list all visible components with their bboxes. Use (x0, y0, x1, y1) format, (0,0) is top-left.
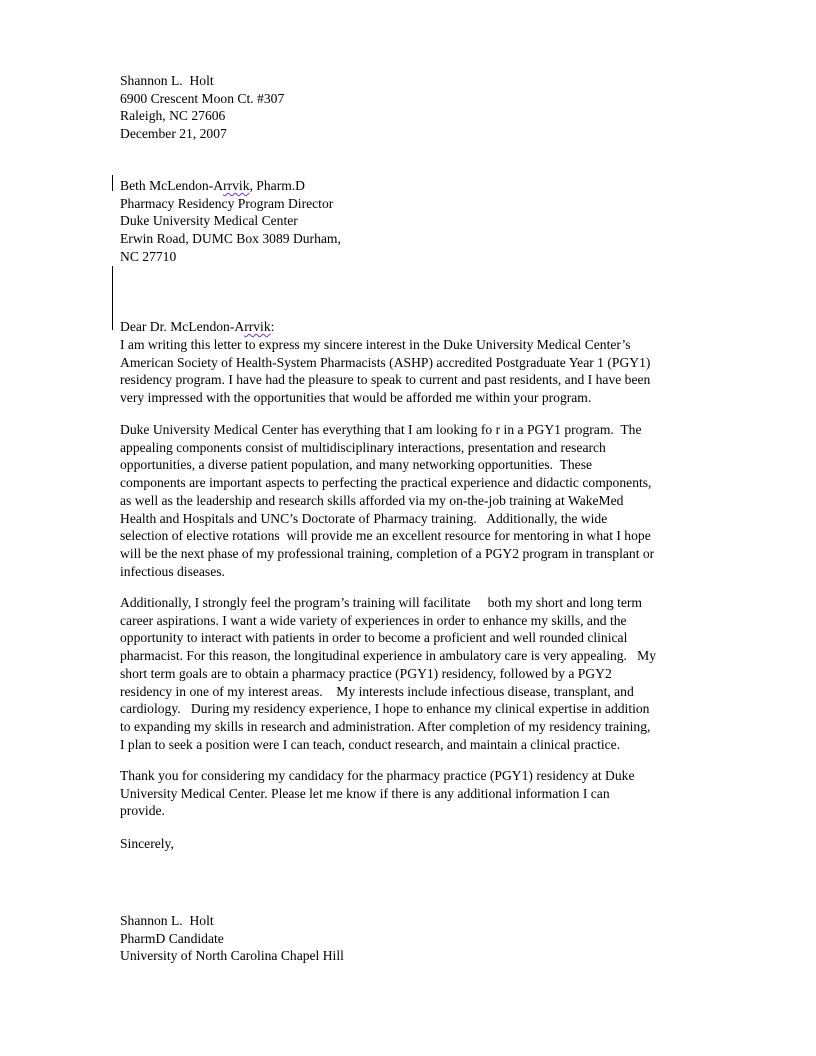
closing (120, 835, 710, 853)
paragraph-line: selection of elective rotations will provide me an excellent resource for mentoring in what I hope (120, 528, 651, 544)
sender-name: Shannon L. Holt (120, 73, 214, 88)
paragraph-line: to expanding my skills in research and administration. After completion of my residency training, (120, 718, 651, 734)
change-bar (112, 175, 113, 191)
paragraph-line: very impressed with the opportunities that would be afforded me within your program. (120, 390, 592, 406)
paragraph-line: cardiology. During my residency experience, I hope to enhance my clinical expertise in addition (120, 701, 650, 717)
paragraph-line: career aspirations. I want a wide variety of experiences in order to enhance my skills, and the (120, 612, 627, 628)
paragraph-line: Health and Hospitals and UNC’s Doctorate of Pharmacy training. Additionally, the wide (120, 510, 608, 526)
recipient-name: Beth McLendon-Arrvik, Pharm.D (120, 178, 306, 193)
letter-date: December 21, 2007 (120, 126, 227, 142)
signature-name: Shannon L. Holt (120, 913, 214, 928)
salutation: Dear Dr. McLendon-Arrvik: (120, 319, 275, 334)
spellcheck-flagged-word[interactable]: rrvik (244, 319, 271, 334)
closing-text: Sincerely, (120, 836, 174, 851)
paragraph-line: as well as the leadership and research skills afforded via my on-the-job training at WakeMed (120, 492, 624, 508)
body-paragraph-4 (120, 767, 710, 820)
sender-street: 6900 Crescent Moon Ct. #307 (120, 90, 285, 106)
sender-address-block (120, 72, 710, 143)
paragraph-line: residency in one of my interest areas. My interests include infectious disease, transplant, and (120, 683, 634, 699)
recipient-address-line-2: NC 27710 (120, 248, 177, 264)
paragraph-line: pharmacist. For this reason, the longitudinal experience in ambulatory care is very appealing. My (120, 648, 657, 664)
sender-city: Raleigh, NC 27606 (120, 108, 226, 124)
recipient-title: Pharmacy Residency Program Director (120, 195, 334, 211)
signature-block (120, 912, 710, 965)
recipient-address-block (120, 177, 710, 266)
paragraph-line: University Medical Center. Please let me know if there is any additional information I can (120, 785, 610, 801)
paragraph-line: residency program. I have had the pleasure to speak to current and past residents, and I have been (120, 372, 651, 388)
recipient-address-line-1: Erwin Road, DUMC Box 3089 Durham, (120, 231, 341, 247)
body-paragraph-3 (120, 594, 710, 753)
recipient-organization: Duke University Medical Center (120, 213, 298, 229)
signature-school: University of North Carolina Chapel Hill (120, 948, 344, 964)
body-paragraph-2 (120, 421, 710, 580)
paragraph-line: infectious diseases. (120, 563, 225, 579)
paragraph-line: provide. (120, 803, 165, 819)
paragraph-line: I plan to seek a position were I can teach, conduct research, and maintain a clinical practice. (120, 736, 621, 752)
paragraph-line: opportunity to interact with patients in order to become a proficient and well rounded clinical (120, 630, 628, 646)
signature-title: PharmD Candidate (120, 930, 224, 946)
paragraph-line: components are important aspects to perfecting the practical experience and didactic components, (120, 475, 652, 491)
paragraph-line: opportunities, a diverse patient population, and many networking opportunities. These (120, 457, 593, 473)
paragraph-line: Thank you for considering my candidacy for the pharmacy practice (PGY1) residency at Duke (120, 768, 635, 783)
paragraph-line: will be the next phase of my professional training, completion of a PGY2 program in transplant or (120, 545, 655, 561)
spellcheck-flagged-word[interactable]: rrvik (223, 178, 250, 193)
paragraph-line: I am writing this letter to express my sincere interest in the Duke University Medical Center’s (120, 337, 631, 352)
paragraph-line: Additionally, I strongly feel the program’s training will facilitate both my short and long term (120, 595, 642, 610)
paragraph-line: appealing components consist of multidisciplinary interactions, presentation and research (120, 439, 606, 455)
body-paragraph-1 (120, 336, 710, 407)
paragraph-line: American Society of Health-System Pharmacists (ASHP) accredited Postgraduate Year 1 (PGY1) (120, 354, 651, 370)
change-bar (112, 266, 113, 330)
paragraph-line: short term goals are to obtain a pharmacy practice (PGY1) residency, followed by a PGY2 (120, 665, 612, 681)
paragraph-line: Duke University Medical Center has everything that I am looking fo r in a PGY1 program. The (120, 422, 642, 437)
